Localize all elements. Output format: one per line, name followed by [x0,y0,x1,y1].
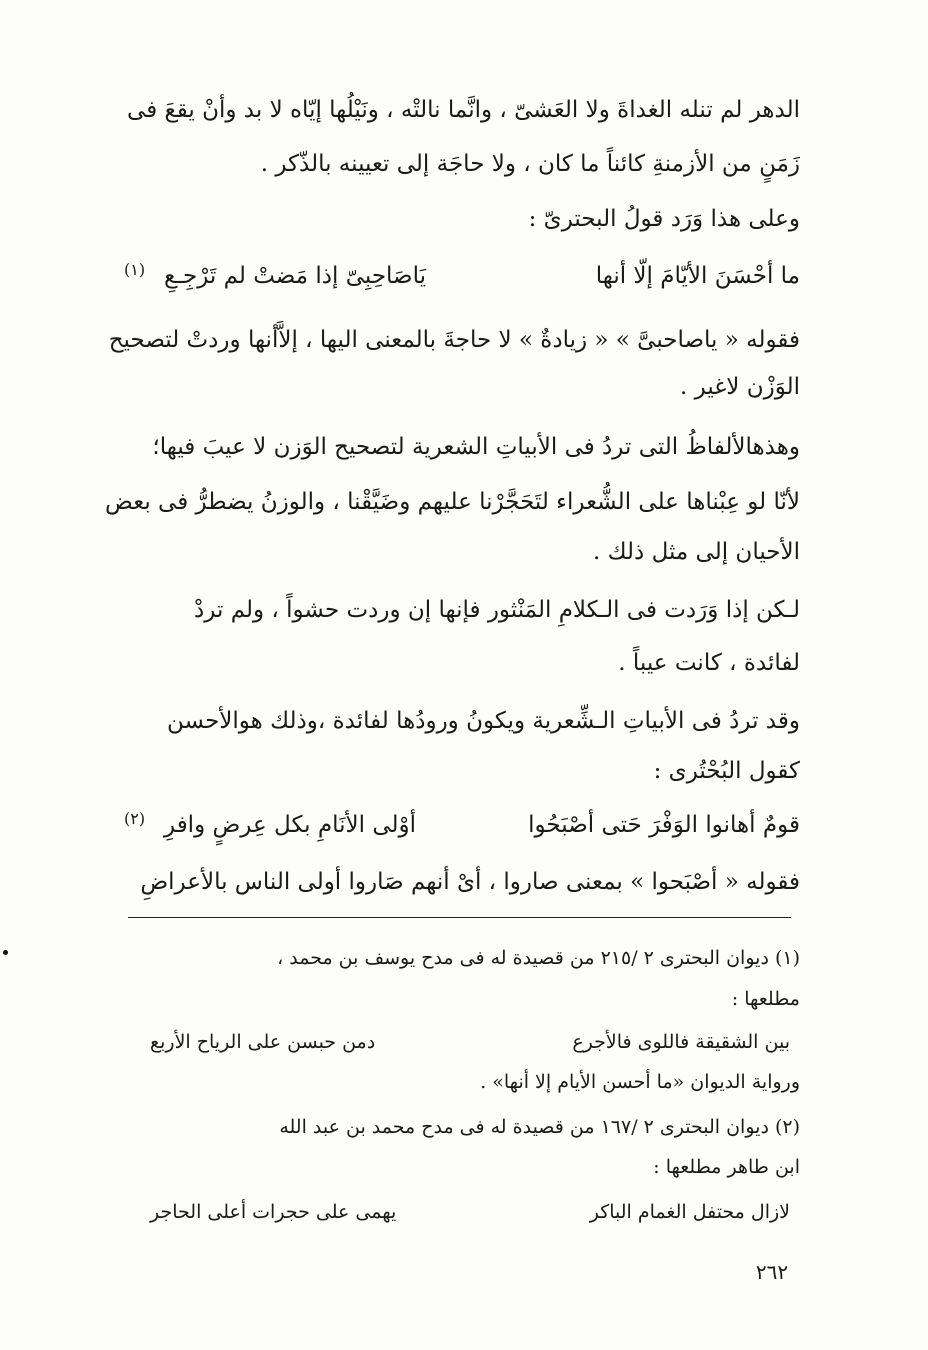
verse-2-second-half: أوْلى الأنَامِ بكل عِرضٍ وافرِ [164,812,417,838]
text-line: كقول البُحْتُرى : [653,758,800,784]
footnote-2-verse-second-half: يهمى على حجرات أعلى الحاجر [150,1201,397,1223]
verse-1-second-half: يَاصَاحِبِىّ إذا مَضتْ لم تَرْجِـعِ [164,263,426,289]
page-number: ٢٦٢ [755,1260,789,1284]
text-line: الوَزْن لاغير . [680,374,800,400]
scan-mark [3,950,8,955]
verse-2 [124,807,800,843]
footnote-mark-1: (١) [124,260,146,279]
text-line: وعلى هذا وَرَد قولُ البحترىّ : [528,206,800,232]
footnote-divider [128,917,791,918]
text-line: لأنّا لو عِبْناها على الشُّعراء لتَحَجَّرْنا عليهم وضَيَّقْنا ، والوزنُ يضطرُّ فى بعض [105,489,800,515]
footnote-2-verse-first-half: لازال محتفل الغمام الباكر [589,1201,790,1223]
footnote-1-verse [150,1028,790,1056]
footnote-mark-2: (٢) [124,809,146,828]
footnote-1: (١) ديوان البحترى ٢ /٢١٥ من قصيدة له فى مدح يوسف بن محمد ، [277,947,800,969]
text-line: الأحيان إلى مثل ذلك . [593,539,800,565]
footnote-1-note: ورواية الديوان «ما أحسن الأيام إلا أنها» . [480,1071,800,1093]
footnote-2-cont: ابن طاهر مطلعها : [653,1156,800,1178]
footnote-2: (٢) ديوان البحترى ٢ /١٦٧ من قصيدة له فى مدح محمد بن عبد الله [279,1116,800,1138]
footnote-1-verse-first-half: بين الشقيقة فاللوى فالأجرع [572,1031,790,1053]
verse-2-first-half: قومٌ أهانوا الوَفْرَ حَتى أصْبَحُوا [528,812,800,838]
footnote-1-verse-second-half: دمن حبسن على الرياح الأربع [150,1031,376,1053]
text-line: الدهر لم تنله الغداةَ ولا العَشىّ ، وانَّما نالتْه ، ونَيْلُها إيّاه لا بد وأنْ يقعَ فى [127,97,800,123]
text-line: فقوله « أصْبَحوا » بمعنى صاروا ، أىْ أنهم صَاروا أولى الناس بالأعراضِ [140,869,800,895]
footnote-2-verse [150,1198,790,1226]
verse-1 [124,258,800,294]
text-line: فقوله « ياصاحبىَّ » « زيادةٌ » لا حاجةَ بالمعنى اليها ، إلاَّأنها وردتْ لتصحيح [108,327,800,353]
text-line: لفائدة ، كانت عيباً . [618,650,800,676]
text-line: وهذهالألفاظُ التى تردُ فى الأبياتِ الشعرية لتصحيح الوَزن لا عيبَ فيها؛ [152,434,800,460]
footnote-1-cont: مطلعها : [731,988,800,1010]
verse-1-first-half: ما أحْسَنَ الأيّامَ إلّا أنها [595,263,800,289]
text-line: لـكن إذا وَرَدت فى الـكلامِ المَنْثور فإنها إن وردت حشواً ، ولم تردْ [194,597,800,623]
text-line: وقد تردُ فى الأبياتِ الـشِّعرية ويكونُ ورودُها لفائدة ،وذلك هوالأحسن [167,708,800,734]
text-line: زَمَنٍ من الأزمنةِ كائناً ما كان ، ولا حاجَة إلى تعيينه بالذّكر . [260,151,800,177]
